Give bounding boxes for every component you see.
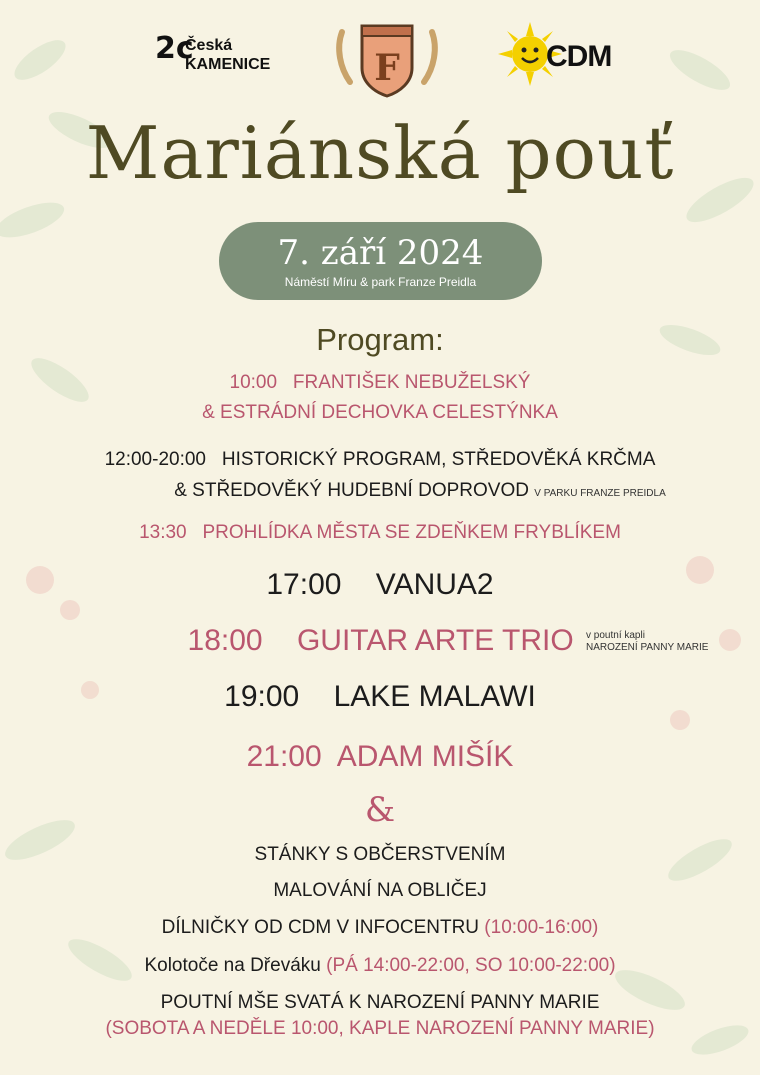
ampersand: & — [364, 790, 396, 830]
event-date: 7. září 2024 — [277, 233, 484, 273]
program-time: 13:30 — [139, 522, 187, 543]
program-item-6 — [0, 680, 760, 714]
svg-text:F: F — [374, 47, 400, 89]
program-title: FRANTIŠEK NEBUŽELSKÝ — [292, 372, 531, 393]
cdm-logo — [498, 22, 613, 86]
extra-item-4 — [0, 955, 760, 977]
extra-item-3 — [0, 917, 760, 939]
ceska-kamenice-line1: Česká — [185, 37, 233, 54]
program-title-line2: & STŘEDOVĚKÝ HUDEBNÍ DOPROVOD — [174, 480, 529, 501]
extra-item-5: POUTNÍ MŠE SVATÁ K NAROZENÍ PANNY MARIE — [160, 992, 600, 1013]
program-title: GUITAR ARTE TRIO — [296, 624, 574, 657]
program-note: V PARKU FRANZE PREIDLA — [534, 488, 666, 499]
program-title: PROHLÍDKA MĚSTA SE ZDEŇKEM FRYBLÍKEM — [202, 522, 621, 543]
extra-text: Kolotoče na Dřeváku — [144, 955, 321, 976]
program-note-line1: v poutní kapli — [586, 630, 645, 642]
program-title: HISTORICKÝ PROGRAM, STŘEDOVĚKÁ KRČMA — [221, 449, 656, 470]
event-place: Náměstí Míru & park Franze Preidla — [284, 275, 477, 289]
ceska-kamenice-mark: 2c — [155, 31, 194, 66]
extra-item-5-note: (SOBOTA A NEDĚLE 10:00, KAPLE NAROZENÍ PANNY MARIE) — [105, 1018, 655, 1039]
program-time: 12:00-20:00 — [104, 449, 206, 470]
program-item-1-line2: & ESTRÁDNÍ DECHOVKA CELESTÝNKA — [202, 402, 558, 423]
program-title: LAKE MALAWI — [333, 680, 536, 713]
program-item-2 — [0, 449, 760, 471]
program-time: 18:00 — [187, 624, 263, 657]
extra-note: (PÁ 14:00-22:00, SO 10:00-22:00) — [326, 955, 616, 976]
ceska-kamenice-logo — [155, 31, 295, 84]
cdm-logo-text: CDM — [546, 40, 612, 73]
program-title: ADAM MIŠÍK — [336, 740, 514, 773]
program-time: 19:00 — [224, 680, 300, 713]
page-title: Mariánská pouť — [85, 111, 675, 195]
extra-item-1: STÁNKY S OBČERSTVENÍM — [254, 844, 506, 865]
program-item-3 — [0, 522, 760, 544]
program-item-7 — [0, 740, 760, 774]
program-time: 17:00 — [266, 568, 342, 601]
extra-note: (10:00-16:00) — [484, 917, 599, 938]
program-heading: Program: — [316, 322, 444, 357]
program-title: VANUA2 — [375, 568, 494, 601]
program-time: 21:00 — [246, 740, 322, 773]
program-time: 10:00 — [229, 372, 278, 393]
program-item-5 — [68, 624, 760, 658]
program-item-4 — [0, 568, 760, 602]
program-note — [586, 630, 708, 654]
date-badge — [219, 222, 542, 300]
crest-logo — [334, 18, 440, 100]
ceska-kamenice-line2: KAMENICE — [185, 56, 271, 73]
extra-item-2: MALOVÁNÍ NA OBLIČEJ — [273, 880, 487, 901]
extra-text: DÍLNIČKY OD CDM V INFOCENTRU — [161, 917, 480, 938]
program-note-line2: NAROZENÍ PANNY MARIE — [586, 642, 709, 654]
program-item-1 — [0, 372, 760, 394]
program-item-2-line2 — [40, 480, 760, 502]
